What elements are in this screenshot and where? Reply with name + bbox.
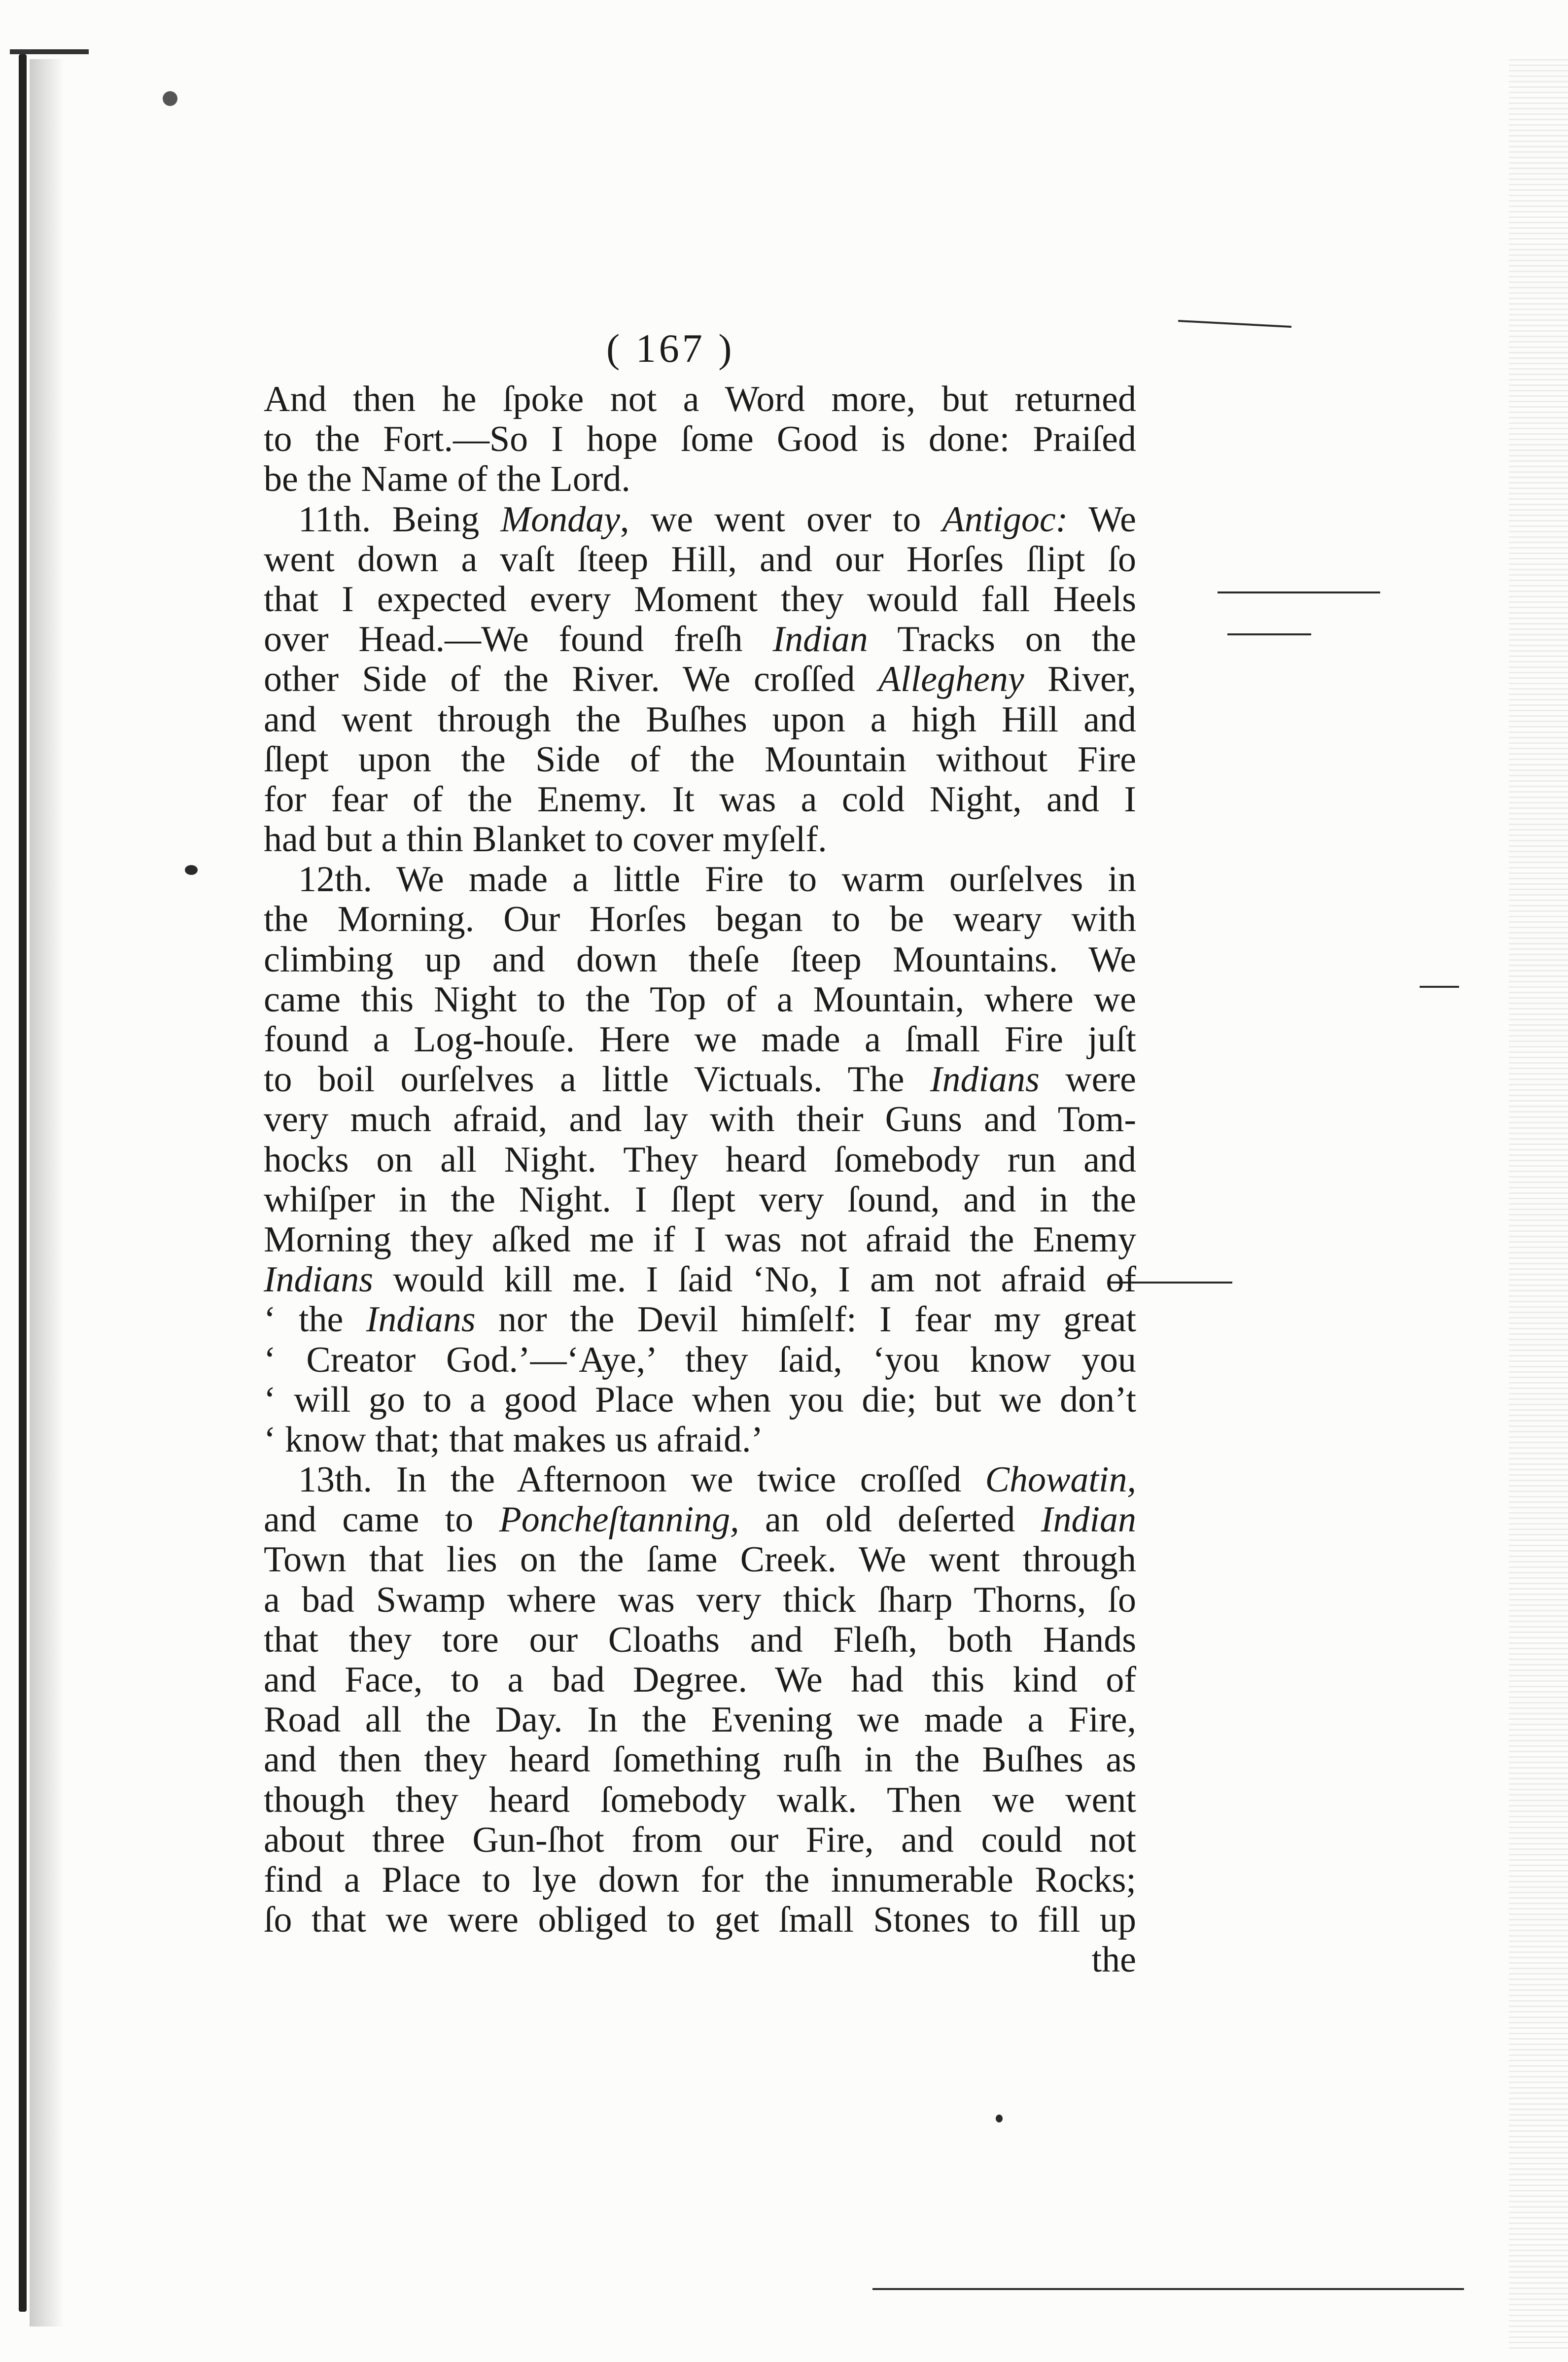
text-line xyxy=(264,419,1136,459)
text-run: would kill me. I ſaid ‘No, I am not afraid of xyxy=(373,1259,1136,1300)
italic-run: Monday xyxy=(500,499,620,540)
text-line xyxy=(264,1060,1136,1100)
text-line xyxy=(264,1820,1136,1860)
text-line xyxy=(264,1460,1136,1500)
catchword: the xyxy=(1091,1940,1136,1980)
text-run: that they tore our Cloaths and Fleſh, both Hands xyxy=(264,1619,1136,1660)
text-line xyxy=(264,1420,1136,1460)
text-run: ‘ the xyxy=(264,1299,366,1340)
text-run: Road all the Day. In the Evening we made a Fire, xyxy=(264,1700,1136,1740)
text-line xyxy=(264,740,1136,780)
page-number: ( 167 ) xyxy=(606,326,735,371)
text-line xyxy=(264,1580,1136,1620)
text-line xyxy=(264,860,1136,900)
text-line xyxy=(264,1380,1136,1420)
text-run: had but a thin Blanket to cover myſelf. xyxy=(264,819,827,860)
right-edge-noise xyxy=(1509,59,1568,2351)
text-run: , we went over to xyxy=(620,499,942,540)
text-line xyxy=(264,1180,1136,1220)
text-run: a bad Swamp where was very thick ſharp Thorns, ſo xyxy=(264,1579,1136,1620)
italic-run: Chowatin, xyxy=(985,1459,1136,1500)
text-line xyxy=(264,900,1136,939)
text-line xyxy=(264,1900,1136,1940)
text-line xyxy=(264,1740,1136,1780)
ink-speck xyxy=(163,91,177,106)
text-run: ‘ Creator God.’—‘Aye,’ they ſaid, ‘you know you xyxy=(264,1339,1136,1380)
text-line xyxy=(264,1700,1136,1740)
text-line xyxy=(264,1300,1136,1340)
text-line xyxy=(264,700,1136,740)
stray-rule xyxy=(1178,320,1291,328)
italic-run: Indians xyxy=(264,1259,373,1300)
ink-speck xyxy=(996,2115,1003,2122)
stray-rule xyxy=(1218,591,1380,593)
text-run: 12th. We made a little Fire to warm ourſelves in xyxy=(298,859,1136,900)
text-line xyxy=(264,1500,1136,1540)
text-run: were xyxy=(1039,1059,1136,1100)
text-run: ſlept upon the Side of the Mountain without Fire xyxy=(264,739,1136,780)
text-line xyxy=(264,540,1136,580)
text-run: River, xyxy=(1024,659,1136,700)
text-run: climbing up and down theſe ſteep Mountains. We xyxy=(264,939,1136,980)
text-run: an old deſerted xyxy=(739,1499,1041,1540)
text-run: And then he ſpoke not a Word more, but returned xyxy=(264,379,1136,419)
text-line xyxy=(264,1020,1136,1060)
text-run: ‘ will go to a good Place when you die; but we don’t xyxy=(264,1379,1136,1420)
text-line xyxy=(264,1340,1136,1380)
binding-top-mark xyxy=(10,49,89,54)
italic-run: Indian xyxy=(772,619,868,660)
text-line xyxy=(264,1220,1136,1260)
text-run: hocks on all Night. They heard ſomebody run and xyxy=(264,1139,1136,1180)
text-line xyxy=(264,580,1136,620)
italic-run: Indians xyxy=(930,1059,1040,1100)
text-run: for fear of the Enemy. It was a cold Night, and I xyxy=(264,779,1136,820)
text-run: to boil ourſelves a little Victuals. The xyxy=(264,1059,930,1100)
text-run: nor the Devil himſelf: I fear my great xyxy=(475,1299,1137,1340)
text-line xyxy=(264,980,1136,1020)
text-run: about three Gun-ſhot from our Fire, and could not xyxy=(264,1819,1136,1860)
text-run: Town that lies on the ſame Creek. We went through xyxy=(264,1539,1136,1580)
text-line xyxy=(264,780,1136,820)
binding-edge xyxy=(19,54,27,2312)
italic-run: Indian xyxy=(1041,1499,1136,1540)
text-run: over Head.—We found freſh xyxy=(264,619,773,660)
text-line xyxy=(264,1860,1136,1900)
text-line xyxy=(264,660,1136,699)
text-run: Tracks on the xyxy=(868,619,1136,660)
text-run: very much afraid, and lay with their Guns and Tom- xyxy=(264,1099,1136,1140)
text-run: Morning they aſked me if I was not afraid the Enemy xyxy=(264,1219,1136,1260)
text-run: and Face, to a bad Degree. We had this kind of xyxy=(264,1660,1136,1700)
text-run: find a Place to lye down for the innumerable Rocks; xyxy=(264,1859,1136,1900)
text-line xyxy=(264,380,1136,419)
bottom-rule xyxy=(872,2288,1464,2290)
text-run: and came to xyxy=(264,1499,499,1540)
text-line xyxy=(264,1260,1136,1300)
text-line xyxy=(264,1660,1136,1700)
text-run: 11th. Being xyxy=(298,499,501,540)
ink-speck xyxy=(185,865,198,875)
stray-rule xyxy=(1227,633,1311,635)
text-line xyxy=(264,1140,1136,1180)
text-run: whiſper in the Night. I ſlept very ſound, and in the xyxy=(264,1179,1136,1220)
text-run: We xyxy=(1068,499,1136,540)
text-run: came this Night to the Top of a Mountain, where we xyxy=(264,979,1136,1020)
text-line xyxy=(264,1540,1136,1580)
text-run: ‘ know that; that makes us afraid.’ xyxy=(264,1419,764,1460)
text-line xyxy=(264,940,1136,980)
text-run: and then they heard ſomething ruſh in the Buſhes as xyxy=(264,1739,1136,1780)
text-line xyxy=(264,459,1136,499)
text-line xyxy=(264,500,1136,540)
text-run: ſo that we were obliged to get ſmall Stones to fill up xyxy=(264,1900,1136,1941)
text-run: the Morning. Our Horſes began to be weary with xyxy=(264,899,1136,940)
text-run: to the Fort.—So I hope ſome Good is done: Praiſed xyxy=(264,419,1136,460)
text-line xyxy=(264,1100,1136,1140)
italic-run: Indians xyxy=(366,1299,476,1340)
text-run: and went through the Buſhes upon a high Hill and xyxy=(264,699,1136,740)
text-run: though they heard ſomebody walk. Then we went xyxy=(264,1779,1136,1820)
text-line xyxy=(264,1780,1136,1820)
text-run: other Side of the River. We croſſed xyxy=(264,659,878,700)
body-text xyxy=(264,380,1136,1980)
text-line xyxy=(264,1620,1136,1660)
text-run: that I expected every Moment they would fall Heels xyxy=(264,579,1136,620)
text-line xyxy=(264,620,1136,660)
italic-run: Allegheny xyxy=(878,659,1024,700)
stray-rule xyxy=(1420,986,1459,988)
text-line xyxy=(264,820,1136,860)
text-run: went down a vaſt ſteep Hill, and our Horſes ſlipt ſo xyxy=(264,539,1136,580)
gutter-shadow xyxy=(30,59,64,2327)
text-run: 13th. In the Afternoon we twice croſſed xyxy=(298,1459,985,1500)
italic-run: Poncheſtanning, xyxy=(499,1499,739,1540)
text-run: found a Log-houſe. Here we made a ſmall Fire juſt xyxy=(264,1019,1136,1060)
italic-run: Antigoc: xyxy=(942,499,1068,540)
text-run: be the Name of the Lord. xyxy=(264,459,630,500)
